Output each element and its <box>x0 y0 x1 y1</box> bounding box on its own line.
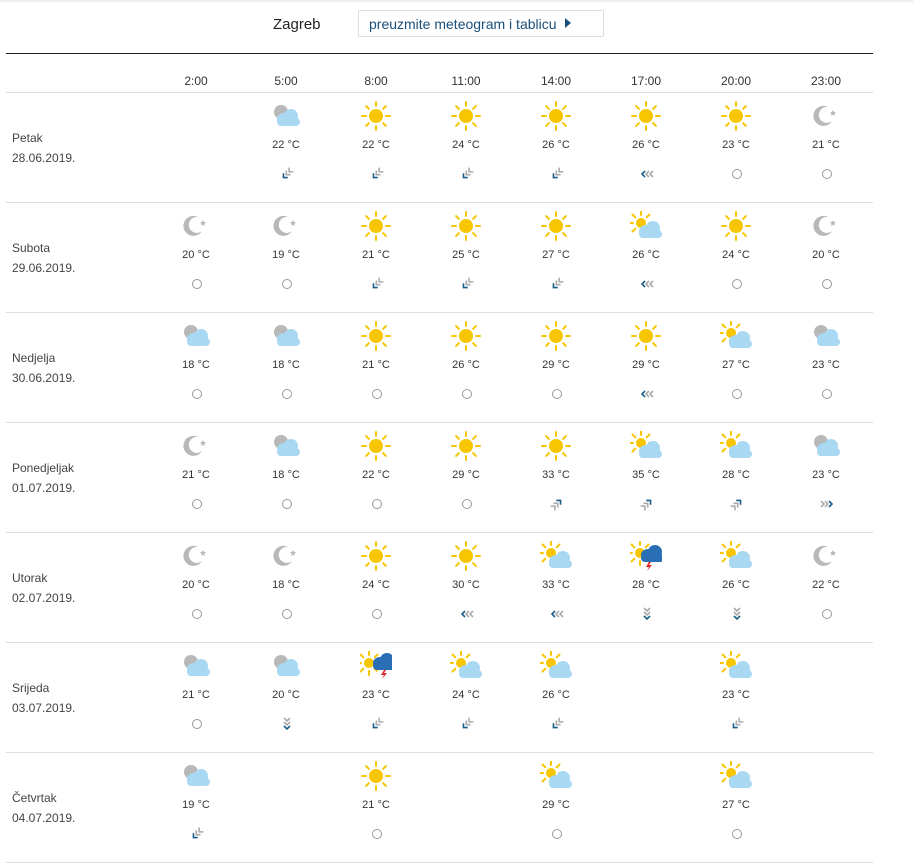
day-name: Subota <box>12 241 51 255</box>
day-name: Utorak <box>12 571 48 585</box>
sun-icon <box>450 211 482 241</box>
wind-s-icon <box>279 717 295 731</box>
forecast-cell <box>166 203 226 311</box>
sun-icon <box>360 431 392 461</box>
sun-icon <box>450 101 482 131</box>
sun-storm-icon <box>630 541 662 571</box>
forecast-cell <box>346 533 406 641</box>
forecast-cell <box>706 533 766 641</box>
forecast-cell <box>256 203 316 311</box>
forecast-cell <box>346 203 406 311</box>
calm-wind-icon <box>279 607 295 621</box>
sun-icon <box>630 101 662 131</box>
forecast-cell <box>526 533 586 641</box>
wind-w-icon <box>639 167 655 181</box>
forecast-cell <box>346 313 406 421</box>
calm-wind-icon <box>369 607 385 621</box>
day-label <box>12 788 75 828</box>
forecast-cell <box>436 203 496 311</box>
temperature: 22 °C <box>362 139 390 151</box>
day-name: Nedjelja <box>12 351 56 365</box>
temperature: 21 °C <box>362 359 390 371</box>
temperature: 18 °C <box>272 469 300 481</box>
day-date: 04.07.2019. <box>12 811 76 825</box>
forecast-cell <box>166 423 226 531</box>
sun-icon <box>360 211 392 241</box>
forecast-cell <box>526 643 586 751</box>
moon-icon <box>810 541 842 571</box>
temperature: 33 °C <box>542 579 570 591</box>
calm-wind-icon <box>189 607 205 621</box>
sun-cloud-icon <box>720 431 752 461</box>
calm-wind-icon <box>369 827 385 841</box>
sun-cloud-icon <box>450 651 482 681</box>
forecast-cell <box>706 643 766 751</box>
day-label <box>12 238 75 278</box>
forecast-cell <box>616 203 676 311</box>
wind-sw-icon <box>549 167 565 181</box>
wind-sw-icon <box>279 167 295 181</box>
temperature: 20 °C <box>272 689 300 701</box>
wind-w-icon <box>639 277 655 291</box>
calm-wind-icon <box>369 497 385 511</box>
sun-icon <box>450 321 482 351</box>
hour-header: 17:00 <box>630 74 662 88</box>
sun-icon <box>540 101 572 131</box>
forecast-cell <box>616 313 676 421</box>
temperature: 23 °C <box>812 359 840 371</box>
sun-cloud-icon <box>720 651 752 681</box>
forecast-cell <box>796 313 856 421</box>
cloud-night-icon <box>810 321 842 351</box>
forecast-cell <box>796 423 856 531</box>
sun-icon <box>360 761 392 791</box>
wind-sw-icon <box>459 717 475 731</box>
calm-wind-icon <box>729 277 745 291</box>
calm-wind-icon <box>819 607 835 621</box>
play-arrow-icon <box>565 18 571 28</box>
forecast-cell <box>166 753 226 861</box>
download-meteogram-button[interactable] <box>358 10 604 37</box>
day-name: Petak <box>12 131 43 145</box>
sun-icon <box>630 321 662 351</box>
forecast-cell <box>166 533 226 641</box>
moon-icon <box>810 101 842 131</box>
calm-wind-icon <box>459 497 475 511</box>
day-name: Srijeda <box>12 681 50 695</box>
cloud-night-icon <box>810 431 842 461</box>
forecast-cell <box>166 313 226 421</box>
sun-icon <box>450 541 482 571</box>
download-meteogram-label: preuzmite meteogram i tablicu <box>369 16 557 32</box>
wind-w-icon <box>639 387 655 401</box>
day-date: 03.07.2019. <box>12 701 76 715</box>
day-row <box>6 752 873 863</box>
sun-cloud-icon <box>720 541 752 571</box>
cloud-night-icon <box>180 651 212 681</box>
temperature: 28 °C <box>722 469 750 481</box>
forecast-cell <box>796 533 856 641</box>
wind-e-icon <box>819 497 835 511</box>
calm-wind-icon <box>279 497 295 511</box>
temperature: 26 °C <box>632 249 660 261</box>
temperature: 19 °C <box>272 249 300 261</box>
temperature: 24 °C <box>362 579 390 591</box>
wind-sw-icon <box>549 717 565 731</box>
hour-header: 5:00 <box>274 74 298 88</box>
day-label <box>12 348 75 388</box>
forecast-cell <box>526 203 586 311</box>
temperature: 30 °C <box>452 579 480 591</box>
calm-wind-icon <box>549 827 565 841</box>
wind-ne-icon <box>729 497 745 511</box>
temperature: 20 °C <box>182 249 210 261</box>
forecast-cell <box>706 93 766 201</box>
city-name: Zagreb <box>273 16 321 33</box>
calm-wind-icon <box>459 387 475 401</box>
temperature: 26 °C <box>722 579 750 591</box>
temperature: 23 °C <box>722 689 750 701</box>
forecast-cell <box>256 423 316 531</box>
temperature: 22 °C <box>362 469 390 481</box>
day-date: 02.07.2019. <box>12 591 76 605</box>
forecast-cell <box>436 313 496 421</box>
hour-header: 23:00 <box>810 74 842 88</box>
sun-rain-storm-icon <box>360 651 392 681</box>
cloud-night-icon <box>180 761 212 791</box>
forecast-cell <box>256 313 316 421</box>
temperature: 23 °C <box>722 139 750 151</box>
forecast-cell <box>526 313 586 421</box>
forecast-cell <box>346 423 406 531</box>
day-date: 29.06.2019. <box>12 261 76 275</box>
sun-icon <box>540 431 572 461</box>
moon-icon <box>270 211 302 241</box>
calm-wind-icon <box>369 387 385 401</box>
day-date: 30.06.2019. <box>12 371 76 385</box>
forecast-cell <box>616 423 676 531</box>
day-label <box>12 678 75 718</box>
temperature: 27 °C <box>722 799 750 811</box>
table-top-rule <box>6 53 873 54</box>
forecast-cell <box>436 93 496 201</box>
cloud-night-icon <box>270 321 302 351</box>
temperature: 21 °C <box>362 799 390 811</box>
calm-wind-icon <box>729 167 745 181</box>
calm-wind-icon <box>279 387 295 401</box>
hour-header: 11:00 <box>451 74 481 88</box>
day-name: Ponedjeljak <box>12 461 75 475</box>
temperature: 33 °C <box>542 469 570 481</box>
wind-s-icon <box>639 607 655 621</box>
sun-icon <box>450 431 482 461</box>
calm-wind-icon <box>819 277 835 291</box>
calm-wind-icon <box>189 497 205 511</box>
temperature: 20 °C <box>812 249 840 261</box>
forecast-cell <box>256 533 316 641</box>
day-label <box>12 568 75 608</box>
day-row <box>6 642 873 753</box>
sun-cloud-icon <box>630 431 662 461</box>
forecast-cell <box>346 93 406 201</box>
forecast-cell <box>706 313 766 421</box>
calm-wind-icon <box>279 277 295 291</box>
temperature: 26 °C <box>542 139 570 151</box>
forecast-cell <box>436 533 496 641</box>
forecast-cell <box>256 93 316 201</box>
temperature: 24 °C <box>452 139 480 151</box>
temperature: 18 °C <box>272 579 300 591</box>
temperature: 27 °C <box>722 359 750 371</box>
day-row <box>6 532 873 643</box>
wind-sw-icon <box>729 717 745 731</box>
cloud-night-icon <box>270 101 302 131</box>
forecast-cell <box>526 93 586 201</box>
temperature: 26 °C <box>542 689 570 701</box>
day-name: Četvrtak <box>12 791 57 805</box>
temperature: 23 °C <box>362 689 390 701</box>
temperature: 23 °C <box>812 469 840 481</box>
forecast-cell <box>706 423 766 531</box>
forecast-cell <box>706 203 766 311</box>
calm-wind-icon <box>729 827 745 841</box>
hour-header: 20:00 <box>720 74 752 88</box>
wind-sw-icon <box>549 277 565 291</box>
sun-cloud-icon <box>720 761 752 791</box>
sun-icon <box>540 211 572 241</box>
wind-s-icon <box>729 607 745 621</box>
cloud-night-icon <box>180 321 212 351</box>
forecast-cell <box>256 643 316 751</box>
sun-icon <box>720 211 752 241</box>
table-bottom-rule <box>6 862 873 863</box>
temperature: 21 °C <box>362 249 390 261</box>
temperature: 22 °C <box>272 139 300 151</box>
day-row <box>6 202 873 313</box>
forecast-cell <box>526 753 586 861</box>
sun-cloud-icon <box>540 651 572 681</box>
temperature: 20 °C <box>182 579 210 591</box>
forecast-cell <box>436 423 496 531</box>
temperature: 27 °C <box>542 249 570 261</box>
temperature: 29 °C <box>542 359 570 371</box>
moon-icon <box>180 541 212 571</box>
wind-ne-icon <box>549 497 565 511</box>
day-row <box>6 312 873 423</box>
temperature: 19 °C <box>182 799 210 811</box>
day-date: 01.07.2019. <box>12 481 76 495</box>
calm-wind-icon <box>729 387 745 401</box>
forecast-cell <box>436 643 496 751</box>
temperature: 21 °C <box>182 469 210 481</box>
day-row <box>6 422 873 533</box>
calm-wind-icon <box>549 387 565 401</box>
hour-header: 8:00 <box>364 74 388 88</box>
forecast-cell <box>526 423 586 531</box>
forecast-cell <box>346 753 406 861</box>
cloud-night-icon <box>270 651 302 681</box>
calm-wind-icon <box>189 277 205 291</box>
wind-sw-icon <box>369 167 385 181</box>
sun-cloud-icon <box>540 761 572 791</box>
forecast-cell <box>616 93 676 201</box>
wind-sw-icon <box>189 827 205 841</box>
calm-wind-icon <box>189 717 205 731</box>
sun-icon <box>720 101 752 131</box>
moon-icon <box>270 541 302 571</box>
calm-wind-icon <box>189 387 205 401</box>
wind-sw-icon <box>369 277 385 291</box>
temperature: 25 °C <box>452 249 480 261</box>
wind-w-icon <box>459 607 475 621</box>
sun-icon <box>360 541 392 571</box>
cloud-night-icon <box>270 431 302 461</box>
temperature: 18 °C <box>182 359 210 371</box>
hours-header-row <box>0 74 913 92</box>
wind-sw-icon <box>459 277 475 291</box>
day-date: 28.06.2019. <box>12 151 76 165</box>
sun-icon <box>540 321 572 351</box>
sun-cloud-icon <box>630 211 662 241</box>
day-label <box>12 458 75 498</box>
moon-icon <box>810 211 842 241</box>
temperature: 21 °C <box>812 139 840 151</box>
day-row <box>6 92 873 203</box>
calm-wind-icon <box>819 167 835 181</box>
temperature: 21 °C <box>182 689 210 701</box>
temperature: 24 °C <box>722 249 750 261</box>
temperature: 35 °C <box>632 469 660 481</box>
temperature: 28 °C <box>632 579 660 591</box>
forecast-cell <box>346 643 406 751</box>
temperature: 29 °C <box>542 799 570 811</box>
wind-sw-icon <box>369 717 385 731</box>
top-border <box>0 0 913 2</box>
forecast-cell <box>796 93 856 201</box>
day-label <box>12 128 75 168</box>
temperature: 22 °C <box>812 579 840 591</box>
sun-icon <box>360 101 392 131</box>
wind-ne-icon <box>639 497 655 511</box>
forecast-cell <box>166 643 226 751</box>
temperature: 29 °C <box>452 469 480 481</box>
wind-sw-icon <box>459 167 475 181</box>
forecast-cell <box>706 753 766 861</box>
calm-wind-icon <box>819 387 835 401</box>
temperature: 18 °C <box>272 359 300 371</box>
sun-cloud-icon <box>720 321 752 351</box>
wind-w-icon <box>549 607 565 621</box>
forecast-cell <box>616 533 676 641</box>
temperature: 26 °C <box>452 359 480 371</box>
forecast-cell <box>796 203 856 311</box>
hour-header: 14:00 <box>540 74 572 88</box>
moon-icon <box>180 211 212 241</box>
sun-cloud-icon <box>540 541 572 571</box>
sun-icon <box>360 321 392 351</box>
temperature: 29 °C <box>632 359 660 371</box>
temperature: 24 °C <box>452 689 480 701</box>
hour-header: 2:00 <box>184 74 208 88</box>
moon-icon <box>180 431 212 461</box>
temperature: 26 °C <box>632 139 660 151</box>
